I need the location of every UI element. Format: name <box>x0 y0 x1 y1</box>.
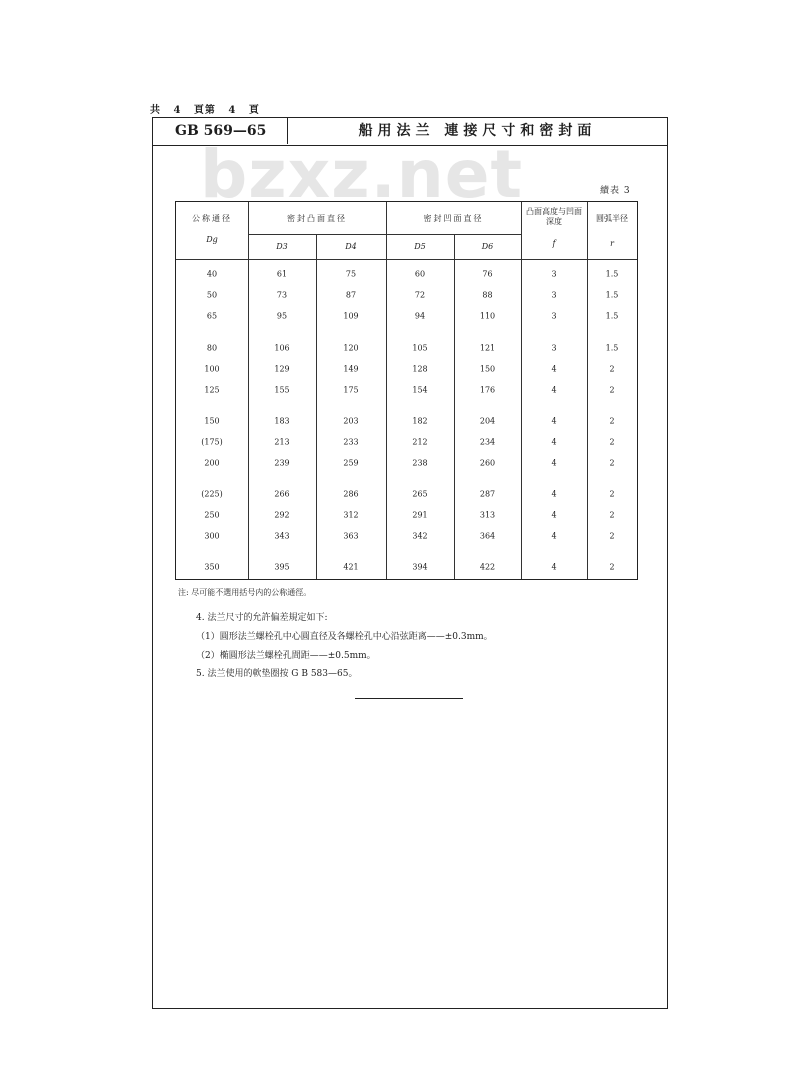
dimensions-table <box>175 201 638 580</box>
table-cell: 4 <box>551 531 557 541</box>
table-cell: 4 <box>551 416 557 426</box>
table-cell: 73 <box>276 290 288 300</box>
paragraph-5: 5. 法兰使用的軟垫圈按 G B 583—65。 <box>196 669 358 679</box>
table-cell: 76 <box>482 269 493 279</box>
table-cell: 421 <box>343 562 359 572</box>
table-cell: 80 <box>206 343 218 353</box>
table-cell: 394 <box>412 562 428 572</box>
symbol-d4: D4 <box>345 242 357 251</box>
table-cell: 2 <box>609 364 615 374</box>
table-cell: 176 <box>479 385 496 395</box>
table-cell: 94 <box>414 311 426 321</box>
table-cell: 260 <box>479 458 496 468</box>
table-cell: 2 <box>609 510 615 520</box>
table-cell: 129 <box>274 364 290 374</box>
table-cell: 312 <box>343 510 359 520</box>
table-cell: 88 <box>482 290 493 300</box>
table-column-divider <box>454 234 455 579</box>
table-cell: 300 <box>204 531 220 541</box>
table-cell: 128 <box>412 364 428 374</box>
header-fillet-radius: 圆弧半径 <box>596 214 628 223</box>
table-cell: 2 <box>609 531 615 541</box>
table-cell: 204 <box>479 416 496 426</box>
table-cell: 3 <box>551 290 557 300</box>
table-cell: 292 <box>274 510 290 520</box>
paragraph-4: 4. 法兰尺寸的允許偏差規定如下: <box>196 613 328 623</box>
table-cell: 109 <box>343 311 359 321</box>
table-note: 注: 尽可能不選用括号内的公称通徑。 <box>178 588 312 597</box>
table-cell: 2 <box>609 458 615 468</box>
symbol-d3: D3 <box>276 242 288 251</box>
header-raised-face-diameter: 密封凸面直径 <box>287 214 347 223</box>
symbol-d6: D6 <box>481 242 494 251</box>
table-cell: 1.5 <box>605 290 619 300</box>
table-cell: 154 <box>412 385 428 395</box>
header-recess-face-diameter: 密封凹面直径 <box>423 214 484 223</box>
table-cell: 291 <box>412 510 428 520</box>
table-cell: 150 <box>204 416 220 426</box>
table-cell: 87 <box>345 290 357 300</box>
table-cell: 213 <box>274 437 290 447</box>
table-cell: 150 <box>479 364 496 374</box>
table-cell: 4 <box>551 437 557 447</box>
table-cell: 239 <box>274 458 290 468</box>
table-cell: 105 <box>412 343 428 353</box>
table-row-divider <box>248 234 521 235</box>
symbol-r: r <box>610 239 614 248</box>
table-cell: 50 <box>206 290 218 300</box>
table-cell: 95 <box>276 311 288 321</box>
table-cell: 250 <box>204 510 220 520</box>
paragraph-4-2: （2）椭圓形法兰螺栓孔間距——±0.5mm。 <box>196 651 376 661</box>
table-cell: 363 <box>343 531 359 541</box>
table-cell: 61 <box>276 269 288 279</box>
standard-code: GB 569—65 <box>153 118 288 144</box>
table-cell: 422 <box>479 562 496 572</box>
table-cell: 265 <box>412 489 428 499</box>
table-cell: 4 <box>551 385 557 395</box>
table-cell: 72 <box>414 290 426 300</box>
header-nominal-bore: 公称通径 <box>192 214 232 223</box>
table-cell: 182 <box>412 416 428 426</box>
watermark: bzxz.net <box>200 136 524 213</box>
end-rule <box>355 698 463 699</box>
table-cell: 203 <box>343 416 359 426</box>
table-cell: 3 <box>551 311 557 321</box>
table-cell: 2 <box>609 437 615 447</box>
table-cell: 313 <box>479 510 496 520</box>
table-cell: 100 <box>204 364 220 374</box>
table-cell: 3 <box>551 343 557 353</box>
table-cell: 234 <box>479 437 496 447</box>
table-cell: 1.5 <box>605 311 619 321</box>
document-title: 船用法兰 連接尺寸和密封面 <box>358 123 597 139</box>
table-cell: 364 <box>479 531 496 541</box>
table-column-divider <box>316 234 317 579</box>
table-cell: 2 <box>609 562 615 572</box>
table-cell: 2 <box>609 489 615 499</box>
table-cell: 4 <box>551 562 557 572</box>
table-cell: 266 <box>274 489 290 499</box>
table-label: 續表 3 <box>600 186 631 196</box>
table-cell: 4 <box>551 458 557 468</box>
table-cell: 75 <box>345 269 357 279</box>
table-row-divider <box>176 259 637 260</box>
table-cell: 286 <box>343 489 359 499</box>
table-cell: 200 <box>204 458 220 468</box>
table-cell: 287 <box>479 489 496 499</box>
table-cell: 395 <box>274 562 290 572</box>
table-cell: 1.5 <box>605 343 619 353</box>
table-cell: (225) <box>201 489 223 499</box>
table-cell: 149 <box>343 364 359 374</box>
symbol-f: f <box>552 239 556 248</box>
table-cell: 2 <box>609 385 615 395</box>
table-cell: (175) <box>201 437 223 447</box>
table-cell: 121 <box>479 343 496 353</box>
table-cell: 2 <box>609 416 615 426</box>
table-cell: 175 <box>343 385 359 395</box>
symbol-dg: Dg <box>206 235 218 244</box>
table-cell: 125 <box>204 385 220 395</box>
table-cell: 350 <box>204 562 220 572</box>
paragraph-4-1: （1）圓形法兰螺栓孔中心圓直径及各螺栓孔中心沿弦距离——±0.3mm。 <box>196 632 493 642</box>
table-cell: 238 <box>412 458 428 468</box>
table-cell: 65 <box>206 311 218 321</box>
page-counter: 共 4 頁第 4 頁 <box>150 105 260 116</box>
table-cell: 343 <box>274 531 290 541</box>
header-face-height-depth: 凸面高度与凹面深度 <box>526 207 582 226</box>
table-cell: 4 <box>551 489 557 499</box>
symbol-d5: D5 <box>414 242 426 251</box>
table-cell: 60 <box>414 269 426 279</box>
table-cell: 3 <box>551 269 557 279</box>
table-cell: 259 <box>343 458 359 468</box>
table-cell: 120 <box>343 343 359 353</box>
table-cell: 155 <box>274 385 290 395</box>
table-cell: 106 <box>274 343 290 353</box>
table-cell: 212 <box>412 437 428 447</box>
table-cell: 40 <box>206 269 218 279</box>
table-cell: 110 <box>479 311 496 321</box>
table-cell: 1.5 <box>605 269 619 279</box>
table-cell: 233 <box>343 437 359 447</box>
table-cell: 4 <box>551 510 557 520</box>
table-cell: 183 <box>274 416 290 426</box>
table-cell: 342 <box>412 531 428 541</box>
table-cell: 4 <box>551 364 557 374</box>
